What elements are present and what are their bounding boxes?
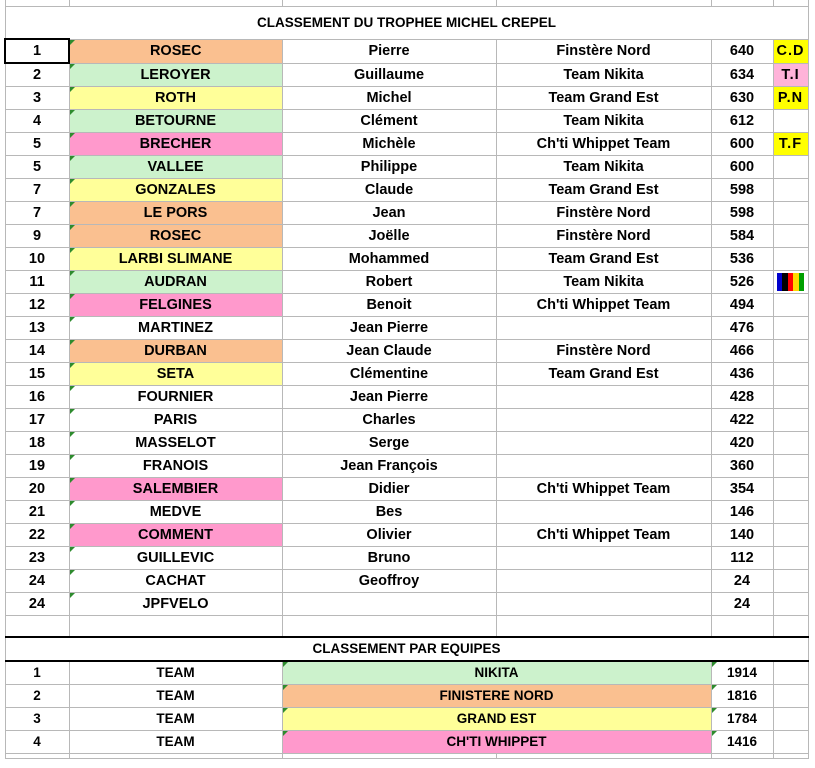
rider-team-cell[interactable]: Ch'ti Whippet Team (496, 524, 711, 547)
rider-team-cell[interactable]: Ch'ti Whippet Team (496, 294, 711, 317)
rider-team-cell[interactable]: Finstère Nord (496, 202, 711, 225)
rider-tag-cell[interactable] (773, 202, 808, 225)
ranking-table (4, 0, 809, 759)
rider-name-cell[interactable]: VALLEE (69, 156, 282, 179)
rider-tag-cell[interactable] (773, 271, 808, 294)
team-label-cell[interactable]: TEAM (69, 731, 282, 754)
rider-firstname-cell[interactable]: Olivier (282, 524, 496, 547)
rider-team-cell[interactable] (496, 317, 711, 340)
rider-points-cell[interactable]: 630 (711, 87, 773, 110)
empty-cell[interactable] (773, 685, 808, 708)
rider-firstname-cell[interactable]: Didier (282, 478, 496, 501)
rider-team-cell[interactable] (496, 570, 711, 593)
rider-name-cell[interactable]: ROTH (69, 87, 282, 110)
rider-tag-cell[interactable]: T.F (773, 133, 808, 156)
rider-tag-cell[interactable] (773, 225, 808, 248)
rider-row (5, 386, 808, 409)
rider-tag-cell[interactable] (773, 156, 808, 179)
rider-name-cell[interactable]: ROSEC (69, 225, 282, 248)
rider-row (5, 39, 808, 63)
spacer-row (5, 616, 808, 638)
rider-team-cell[interactable]: Team Nikita (496, 63, 711, 87)
team-rank-cell[interactable]: 4 (5, 731, 69, 754)
empty-cell[interactable] (773, 731, 808, 754)
rider-team-cell[interactable] (496, 501, 711, 524)
rider-row (5, 409, 808, 432)
team-name-cell[interactable]: FINISTERE NORD (282, 685, 711, 708)
empty-cell[interactable] (773, 708, 808, 731)
rider-tag-cell[interactable] (773, 547, 808, 570)
rider-tag-cell[interactable] (773, 363, 808, 386)
team-title[interactable]: CLASSEMENT PAR EQUIPES (5, 637, 808, 661)
trophy-title[interactable]: CLASSEMENT DU TROPHEE MICHEL CREPEL (5, 7, 808, 40)
rider-points-cell[interactable]: 422 (711, 409, 773, 432)
rank-cell[interactable]: 3 (5, 87, 69, 110)
rider-team-cell[interactable]: Team Grand Est (496, 87, 711, 110)
rider-points-cell[interactable]: 536 (711, 248, 773, 271)
rider-points-cell[interactable]: 584 (711, 225, 773, 248)
rider-tag-cell[interactable] (773, 524, 808, 547)
rider-firstname-cell[interactable]: Jean Pierre (282, 386, 496, 409)
rider-points-cell[interactable]: 112 (711, 547, 773, 570)
rider-name-cell[interactable]: BRECHER (69, 133, 282, 156)
empty-cell[interactable] (711, 754, 773, 759)
rider-points-cell[interactable]: 428 (711, 386, 773, 409)
rider-row (5, 87, 808, 110)
rank-cell[interactable]: 10 (5, 248, 69, 271)
rider-firstname-cell[interactable]: Michèle (282, 133, 496, 156)
rider-firstname-cell[interactable]: Clémentine (282, 363, 496, 386)
rider-points-cell[interactable]: 598 (711, 202, 773, 225)
team-rank-cell[interactable]: 1 (5, 661, 69, 685)
team-row (5, 685, 808, 708)
rider-row (5, 133, 808, 156)
rank-cell[interactable]: 20 (5, 478, 69, 501)
empty-cell[interactable] (773, 616, 808, 638)
rider-firstname-cell[interactable]: Robert (282, 271, 496, 294)
team-name-cell[interactable]: NIKITA (282, 661, 711, 685)
empty-cell[interactable] (496, 616, 711, 638)
team-row (5, 708, 808, 731)
rider-tag-cell[interactable] (773, 340, 808, 363)
rider-team-cell[interactable]: Finstère Nord (496, 225, 711, 248)
rider-name-cell[interactable]: DURBAN (69, 340, 282, 363)
rider-team-cell[interactable]: Ch'ti Whippet Team (496, 133, 711, 156)
rider-name-cell[interactable]: FRANOIS (69, 455, 282, 478)
empty-cell[interactable] (69, 616, 282, 638)
rider-name-cell[interactable]: JPFVELO (69, 593, 282, 616)
team-points-cell[interactable]: 1784 (711, 708, 773, 731)
flag-icon (777, 273, 805, 291)
team-row (5, 731, 808, 754)
rider-points-cell[interactable]: 436 (711, 363, 773, 386)
rider-firstname-cell[interactable]: Benoit (282, 294, 496, 317)
rider-tag-cell[interactable] (773, 593, 808, 616)
rider-points-cell[interactable]: 140 (711, 524, 773, 547)
rider-firstname-cell[interactable]: Philippe (282, 156, 496, 179)
rider-name-cell[interactable]: CACHAT (69, 570, 282, 593)
team-points-cell[interactable]: 1914 (711, 661, 773, 685)
rank-cell[interactable]: 13 (5, 317, 69, 340)
rider-points-cell[interactable]: 466 (711, 340, 773, 363)
rider-tag-cell[interactable] (773, 179, 808, 202)
rank-cell[interactable]: 21 (5, 501, 69, 524)
rank-cell[interactable]: 22 (5, 524, 69, 547)
rider-points-cell[interactable]: 640 (711, 39, 773, 63)
rider-team-cell[interactable]: Finstère Nord (496, 340, 711, 363)
rider-team-cell[interactable] (496, 455, 711, 478)
rider-row (5, 248, 808, 271)
rank-cell[interactable]: 9 (5, 225, 69, 248)
rider-name-cell[interactable]: PARIS (69, 409, 282, 432)
rank-cell[interactable]: 19 (5, 455, 69, 478)
rider-row (5, 593, 808, 616)
rider-tag-cell[interactable] (773, 455, 808, 478)
empty-cell[interactable] (5, 616, 69, 638)
flag-stripe (799, 273, 805, 291)
rider-firstname-cell[interactable]: Clément (282, 110, 496, 133)
rank-cell[interactable]: 7 (5, 202, 69, 225)
rider-row (5, 340, 808, 363)
title-row (5, 7, 808, 40)
rider-tag-cell[interactable]: T.I (773, 63, 808, 87)
rider-points-cell[interactable]: 360 (711, 455, 773, 478)
rank-cell[interactable]: 5 (5, 133, 69, 156)
rider-row (5, 156, 808, 179)
empty-cell[interactable] (711, 616, 773, 638)
rider-row (5, 524, 808, 547)
rank-cell[interactable]: 15 (5, 363, 69, 386)
rank-cell[interactable]: 2 (5, 63, 69, 87)
rider-team-cell[interactable]: Team Grand Est (496, 179, 711, 202)
rider-team-cell[interactable]: Ch'ti Whippet Team (496, 478, 711, 501)
rider-tag-cell[interactable] (773, 478, 808, 501)
rider-row (5, 110, 808, 133)
rider-firstname-cell[interactable]: Michel (282, 87, 496, 110)
rider-firstname-cell[interactable]: Joëlle (282, 225, 496, 248)
rider-firstname-cell[interactable]: Charles (282, 409, 496, 432)
rank-cell[interactable]: 7 (5, 179, 69, 202)
rider-name-cell[interactable]: SETA (69, 363, 282, 386)
rider-team-cell[interactable] (496, 593, 711, 616)
rank-cell[interactable]: 5 (5, 156, 69, 179)
rider-team-cell[interactable]: Team Nikita (496, 110, 711, 133)
rider-team-cell[interactable]: Team Nikita (496, 156, 711, 179)
rider-points-cell[interactable]: 354 (711, 478, 773, 501)
rider-name-cell[interactable]: COMMENT (69, 524, 282, 547)
team-label-cell[interactable]: TEAM (69, 708, 282, 731)
rider-team-cell[interactable] (496, 432, 711, 455)
rider-name-cell[interactable]: GONZALES (69, 179, 282, 202)
rider-tag-cell[interactable] (773, 294, 808, 317)
rank-cell[interactable]: 4 (5, 110, 69, 133)
team-points-cell[interactable]: 1416 (711, 731, 773, 754)
empty-cell[interactable] (282, 754, 496, 759)
rider-points-cell[interactable]: 24 (711, 570, 773, 593)
rider-firstname-cell[interactable]: Jean Claude (282, 340, 496, 363)
rider-points-cell[interactable]: 598 (711, 179, 773, 202)
rider-firstname-cell[interactable]: Serge (282, 432, 496, 455)
rider-row (5, 63, 808, 87)
rider-team-cell[interactable] (496, 409, 711, 432)
rider-tag-cell[interactable] (773, 386, 808, 409)
rider-team-cell[interactable]: Team Grand Est (496, 248, 711, 271)
rider-row (5, 501, 808, 524)
rider-row (5, 225, 808, 248)
rider-row (5, 271, 808, 294)
rider-points-cell[interactable]: 612 (711, 110, 773, 133)
team-title-row (5, 637, 808, 661)
rider-name-cell[interactable]: FELGINES (69, 294, 282, 317)
rider-points-cell[interactable]: 420 (711, 432, 773, 455)
rider-name-cell[interactable]: FOURNIER (69, 386, 282, 409)
rider-name-cell[interactable]: BETOURNE (69, 110, 282, 133)
rider-name-cell[interactable]: LARBI SLIMANE (69, 248, 282, 271)
team-rank-cell[interactable]: 2 (5, 685, 69, 708)
rider-row (5, 317, 808, 340)
rider-team-cell[interactable] (496, 386, 711, 409)
rider-points-cell[interactable]: 476 (711, 317, 773, 340)
team-label-cell[interactable]: TEAM (69, 661, 282, 685)
empty-cell[interactable] (773, 754, 808, 759)
rank-cell[interactable]: 23 (5, 547, 69, 570)
rider-name-cell[interactable]: SALEMBIER (69, 478, 282, 501)
rider-firstname-cell[interactable]: Jean François (282, 455, 496, 478)
rank-cell[interactable]: 24 (5, 593, 69, 616)
rider-name-cell[interactable]: MASSELOT (69, 432, 282, 455)
rider-tag-cell[interactable]: C.D (773, 39, 808, 63)
rider-points-cell[interactable]: 526 (711, 271, 773, 294)
empty-cell[interactable] (69, 754, 282, 759)
team-row (5, 661, 808, 685)
rider-row (5, 478, 808, 501)
rider-tag-cell[interactable] (773, 432, 808, 455)
rider-tag-cell[interactable] (773, 248, 808, 271)
empty-cell[interactable] (282, 616, 496, 638)
rider-row (5, 432, 808, 455)
rider-firstname-cell[interactable] (282, 593, 496, 616)
rider-firstname-cell[interactable]: Geoffroy (282, 570, 496, 593)
rider-tag-cell[interactable] (773, 110, 808, 133)
rider-firstname-cell[interactable]: Jean (282, 202, 496, 225)
rank-cell[interactable]: 12 (5, 294, 69, 317)
rider-points-cell[interactable]: 600 (711, 156, 773, 179)
rider-firstname-cell[interactable]: Claude (282, 179, 496, 202)
empty-cell[interactable] (773, 661, 808, 685)
rank-cell[interactable]: 14 (5, 340, 69, 363)
rider-firstname-cell[interactable]: Guillaume (282, 63, 496, 87)
rider-team-cell[interactable]: Finstère Nord (496, 39, 711, 63)
rank-cell[interactable]: 24 (5, 570, 69, 593)
rider-points-cell[interactable]: 634 (711, 63, 773, 87)
team-points-cell[interactable]: 1816 (711, 685, 773, 708)
bottom-strip-row (5, 754, 808, 759)
rider-name-cell[interactable]: MARTINEZ (69, 317, 282, 340)
rider-points-cell[interactable]: 600 (711, 133, 773, 156)
rider-name-cell[interactable]: GUILLEVIC (69, 547, 282, 570)
rider-firstname-cell[interactable]: Pierre (282, 39, 496, 63)
team-label-cell[interactable]: TEAM (69, 685, 282, 708)
rider-team-cell[interactable]: Team Grand Est (496, 363, 711, 386)
rider-row (5, 294, 808, 317)
rider-team-cell[interactable] (496, 547, 711, 570)
rider-team-cell[interactable]: Team Nikita (496, 271, 711, 294)
rider-row (5, 570, 808, 593)
rider-row (5, 455, 808, 478)
rider-tag-cell[interactable] (773, 570, 808, 593)
team-name-cell[interactable]: GRAND EST (282, 708, 711, 731)
rider-name-cell[interactable]: MEDVE (69, 501, 282, 524)
rider-row (5, 547, 808, 570)
rider-points-cell[interactable]: 24 (711, 593, 773, 616)
rider-points-cell[interactable]: 494 (711, 294, 773, 317)
rider-firstname-cell[interactable]: Bes (282, 501, 496, 524)
rank-cell[interactable]: 1 (5, 39, 69, 63)
team-name-cell[interactable]: CH'TI WHIPPET (282, 731, 711, 754)
rider-row (5, 202, 808, 225)
rider-row (5, 363, 808, 386)
empty-cell[interactable] (5, 754, 69, 759)
rider-firstname-cell[interactable]: Jean Pierre (282, 317, 496, 340)
rider-tag-cell[interactable] (773, 317, 808, 340)
rider-points-cell[interactable]: 146 (711, 501, 773, 524)
rider-name-cell[interactable]: AUDRAN (69, 271, 282, 294)
rider-firstname-cell[interactable]: Mohammed (282, 248, 496, 271)
rank-cell[interactable]: 16 (5, 386, 69, 409)
rank-cell[interactable]: 17 (5, 409, 69, 432)
rider-tag-cell[interactable]: P.N (773, 87, 808, 110)
rider-tag-cell[interactable] (773, 409, 808, 432)
rider-name-cell[interactable]: ROSEC (69, 39, 282, 63)
rank-cell[interactable]: 11 (5, 271, 69, 294)
rider-tag-cell[interactable] (773, 501, 808, 524)
rider-name-cell[interactable]: LE PORS (69, 202, 282, 225)
empty-cell[interactable] (496, 754, 711, 759)
rider-name-cell[interactable]: LEROYER (69, 63, 282, 87)
rank-cell[interactable]: 18 (5, 432, 69, 455)
rider-firstname-cell[interactable]: Bruno (282, 547, 496, 570)
team-rank-cell[interactable]: 3 (5, 708, 69, 731)
rider-row (5, 179, 808, 202)
